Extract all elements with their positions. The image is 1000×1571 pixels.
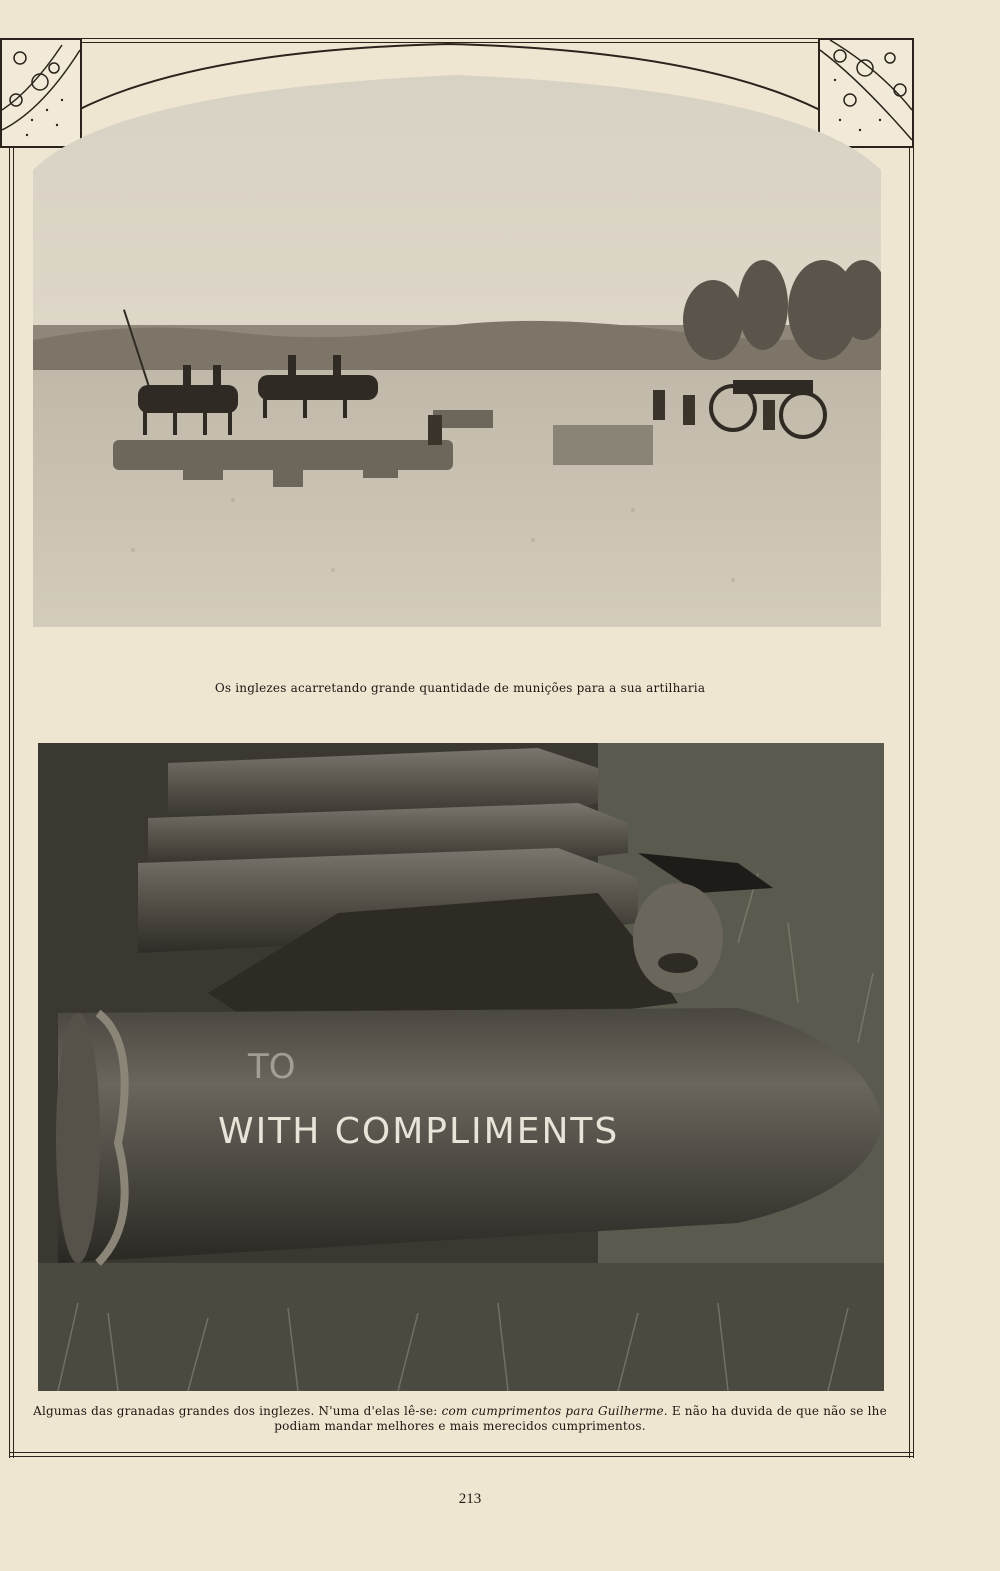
- photo-artillery-ammunition: [33, 70, 881, 627]
- caption-bottom-quote: com cumprimentos para Guilherme.: [441, 1404, 668, 1418]
- border-right: [909, 40, 914, 1458]
- border-left: [9, 40, 14, 1458]
- shell-inscription-line1: TO: [248, 1047, 296, 1087]
- shell-inscription-line2: WITH COMPLIMENTS: [218, 1111, 620, 1152]
- caption-bottom-text-1: Algumas das granadas grandes dos inglezes. N'uma d'elas lê-se:: [33, 1404, 442, 1418]
- caption-bottom-text-2: E não ha duvida de que não se lhe podiam mandar melhores e mais merecidos cumprimentos.: [274, 1404, 887, 1433]
- caption-bottom-photo: [30, 1404, 890, 1434]
- page-number: 213: [458, 1491, 482, 1507]
- caption-top-photo: Os inglezes acarretando grande quantidade de munições para a sua artilharia: [214, 681, 706, 695]
- photo-artillery-shells: [38, 743, 884, 1391]
- border-bottom: [9, 1452, 914, 1457]
